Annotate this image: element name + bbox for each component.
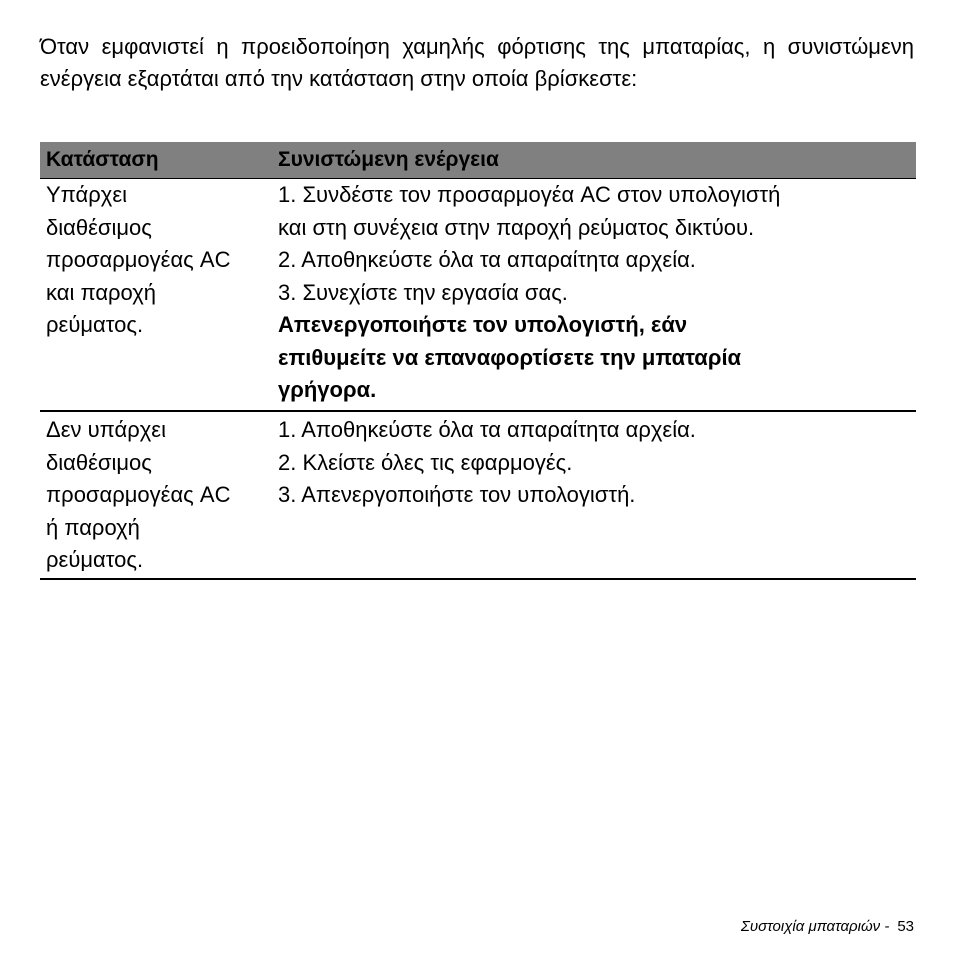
table-row xyxy=(40,412,916,580)
action-line: 3. Συνεχίστε την εργασία σας. xyxy=(278,279,568,305)
table-row xyxy=(40,179,916,412)
bold-note-line: Απενεργοποιήστε τον υπολογιστή, εάν xyxy=(278,312,688,337)
bold-note-line: επιθυμείτε να επαναφορτίσετε την μπαταρία xyxy=(278,344,742,370)
action-line: και στη συνέχεια στην παροχή ρεύματος δικτύου. xyxy=(278,214,755,240)
page-number: 53 xyxy=(897,918,914,935)
footer-section-title: Συστοιχία μπαταριών - xyxy=(740,918,890,935)
action-line: 1. Αποθηκεύστε όλα τα απαραίτητα αρχεία. xyxy=(278,417,696,442)
action-line: 2. Αποθηκεύστε όλα τα απαραίτητα αρχεία. xyxy=(278,247,696,272)
row-actions xyxy=(278,179,916,410)
battery-action-table xyxy=(40,142,916,580)
action-line: 1. Συνδέστε τον προσαρμογέα AC στον υπολογιστή xyxy=(278,182,781,207)
action-line: 2. Κλείστε όλες τις εφαρμογές. xyxy=(278,449,573,475)
row-actions xyxy=(278,414,916,578)
row-condition: Υπάρχει διαθέσιμος προσαρμογέας AC και παροχή ρεύματος. xyxy=(46,182,231,337)
intro-paragraph: Όταν εμφανιστεί η προειδοποίηση χαμηλής φόρτισης της μπαταρίας, η συνιστώμενη ενέργεια εξαρτάται από την κατάσταση στην οποία βρίσκεστε: xyxy=(40,34,914,91)
row-condition: Δεν υπάρχει διαθέσιμος προσαρμογέας AC ή παροχή ρεύματος. xyxy=(46,417,231,572)
header-condition: Κατάσταση xyxy=(46,148,159,171)
action-line: 3. Απενεργοποιήστε τον υπολογιστή. xyxy=(278,482,636,507)
table-header xyxy=(40,142,916,179)
page-footer xyxy=(741,918,914,935)
header-action: Συνιστώμενη ενέργεια xyxy=(278,148,499,171)
bold-note-line: γρήγορα. xyxy=(278,377,377,402)
